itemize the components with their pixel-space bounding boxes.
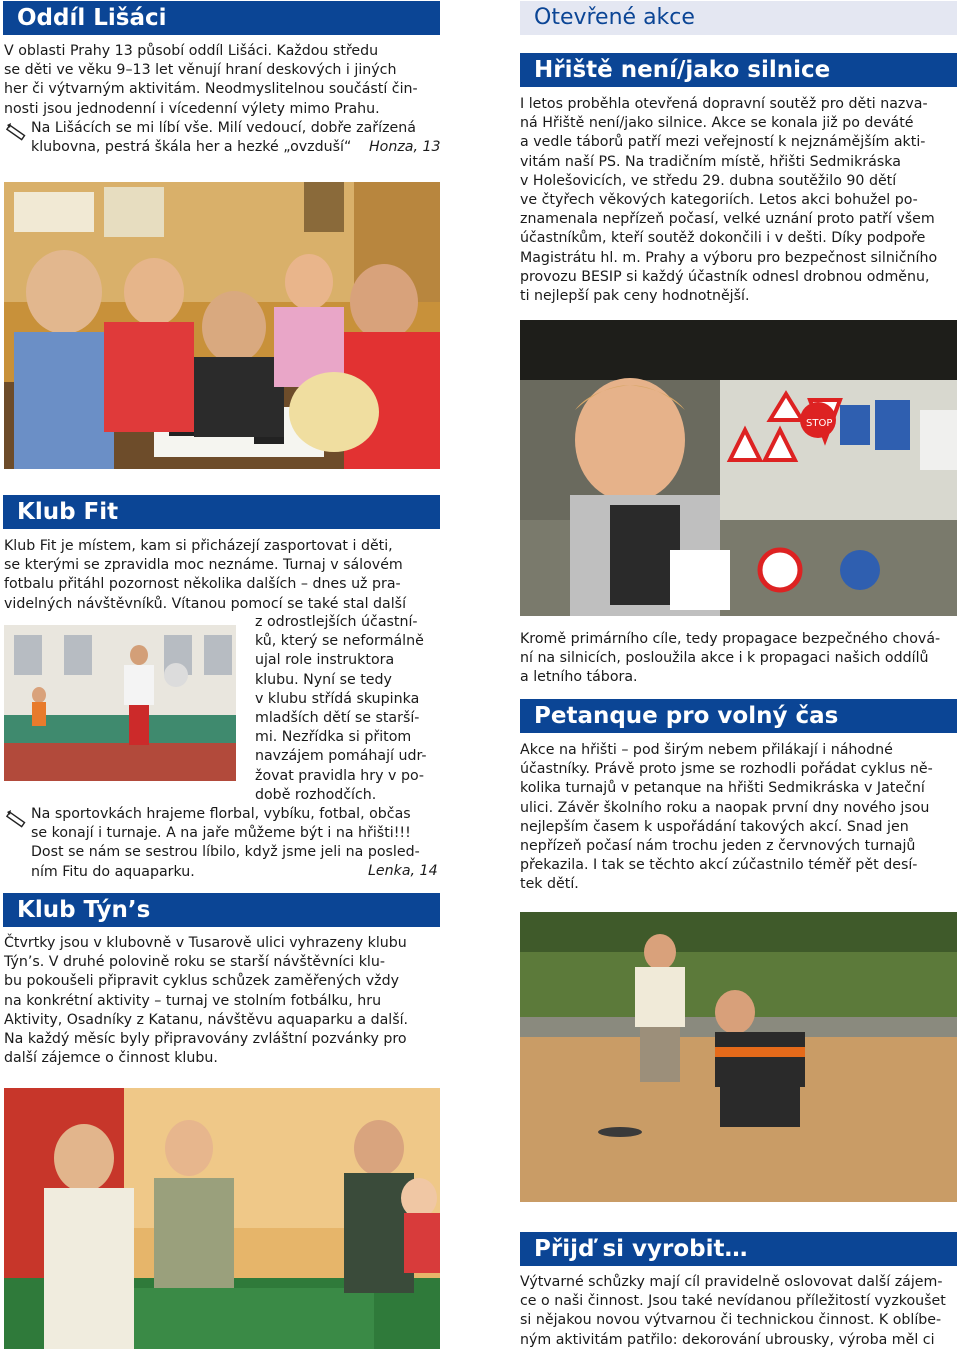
text-line: ků, který se neformálně	[255, 633, 424, 650]
text-line: Výtvarné schůzky mají cíl pravidelně oslovovat další zájem-	[520, 1274, 943, 1290]
text-line: v klubu střídá skupinka	[255, 690, 420, 707]
klubtyns-photo	[4, 1088, 440, 1349]
text-line: na konkrétní aktivity – turnaj ve stolním fotbálku, hru	[4, 992, 382, 1009]
text-line: mi. Nezřídka si přitom	[255, 729, 412, 746]
text-line: a letního tábora.	[520, 669, 638, 686]
pencil-icon	[4, 808, 28, 830]
text-line: ce o naši činnost. Jsou také nevídanou příležitostí vyzkoušet	[520, 1293, 946, 1310]
text-line: si nějakou novou výtvarnou či technickou činnost. K oblíbe-	[520, 1312, 942, 1329]
text-line: ti nejlepší pak ceny hodnotnější.	[520, 288, 750, 305]
text-line: nosti jsou jednodenní i vícedenní výlety mimo Prahu.	[4, 100, 380, 117]
text-line: účastníky. Právě proto jsme se rozhodli pořádat cyklus ně-	[520, 761, 933, 778]
text-line: nepřízeň počasí nám trochu jeden z červnových turnajů	[520, 838, 916, 855]
text-line: době rozhodčích.	[255, 786, 377, 803]
prijd-body	[520, 1273, 946, 1350]
pencil-icon	[4, 121, 28, 143]
otevrene-after-body	[520, 630, 940, 688]
text-line: Týn’s. V druhé polovině roku se starší návštěvníci klu-	[4, 954, 385, 971]
text-line: ná Hřiště není/jako silnice. Akce se konala již po deváté	[520, 115, 914, 132]
lisaci-body	[4, 42, 418, 119]
text-line: nejlepším časem k uspořádání takových akcí. Snad jen	[520, 818, 909, 835]
text-line: navzájem pomáhají udr-	[255, 748, 427, 765]
text-line: Na každý měsíc byly připravovány zvláštní pozvánky pro	[4, 1031, 407, 1048]
text-line: Aktivity, Osadníky z Katanu, návštěvu aquaparku a další.	[4, 1011, 409, 1028]
petanque-heading: Petanque pro volný čas	[520, 699, 957, 733]
text-line: překazila. I tak se těchto akcí zúčastnilo téměř pět desí-	[520, 857, 918, 874]
quote-line: Dost se nám se sestrou líbilo, když jsme jeli na posled-	[31, 844, 420, 861]
text-line: mladších dětí se starší-	[255, 710, 420, 727]
petanque-photo	[520, 912, 957, 1202]
text-line: I letos proběhla otevřená dopravní soutěž pro děti nazva-	[520, 96, 928, 112]
quote-line: se konají i turnaje. A na jaře můžeme být i na hřišti!!!	[31, 825, 411, 842]
quote-line: Na sportovkách hrajeme florbal, vybíku, fotbal, občas	[31, 806, 411, 822]
lisaci-signature: Honza, 13	[369, 139, 441, 155]
quote-line: Na Lišácích se mi líbí vše. Milí vedoucí, dobře zařízená	[31, 120, 416, 136]
text-line: kolika turnajů v petanque na hřišti Sedmikráska v Jateční	[520, 780, 925, 797]
text-line: videlných návštěvníků. Vítanou pomocí se také stal další	[4, 595, 407, 612]
lisaci-photo	[4, 182, 440, 469]
otevrene-body	[520, 95, 937, 306]
klubfit-body	[4, 537, 406, 614]
text-line: Klub Fit je místem, kam si přicházejí zasportovat i děti,	[4, 538, 393, 554]
text-line: se děti ve věku 9–13 let věnují hraní deskových i jiných	[4, 62, 397, 79]
text-line: klubu. Nyní se tedy	[255, 671, 392, 688]
quote-line: klubovna, pestrá škála her a hezké „ovzduší“	[31, 139, 352, 156]
text-line: her či výtvarným aktivitám. Neodmyslitelnou součástí čin-	[4, 81, 418, 98]
klubfit-heading: Klub Fit	[3, 495, 440, 529]
text-line: V oblasti Prahy 13 působí oddíl Lišáci. Každou středu	[4, 43, 379, 59]
petanque-body	[520, 741, 933, 895]
quote-line: ním Fitu do aquaparku.	[31, 863, 195, 880]
text-line: další zájemce o činnost klubu.	[4, 1050, 218, 1067]
text-line: tek dětí.	[520, 876, 579, 893]
klubfit-signature: Lenka, 14	[368, 863, 438, 879]
text-line: se kterými se zpravidla moc neznáme. Turnaj v sálovém	[4, 557, 403, 574]
otevrene-section-heading: Otevřené akce	[520, 1, 957, 35]
klubfit-photo	[4, 625, 236, 781]
text-line: provozu BESIP si každý účastník odnesl drobnou odměnu,	[520, 268, 930, 285]
klubfit-wrap-text	[255, 613, 427, 805]
klubtyns-heading: Klub Týn’s	[3, 893, 440, 927]
text-line: účastníkům, kteří soutěž dokončili i v dešti. Díky podpoře	[520, 230, 926, 247]
text-line: ní na silnicích, posloužila akce i k propagaci našich oddílů	[520, 650, 929, 667]
text-line: Kromě primárního cíle, tedy propagace bezpečného chová-	[520, 631, 941, 647]
klubtyns-body	[4, 934, 408, 1068]
text-line: v Holešovicích, ve středu 29. dubna soutěžilo 90 dětí	[520, 172, 897, 189]
text-line: ným aktivitám patřilo: dekorování ubrousky, výroba měl ci	[520, 1331, 935, 1348]
otevrene-subheading: Hřiště není/jako silnice	[520, 53, 957, 87]
text-line: znamenala nepřízeň počasí, velké uznání proto patří všem	[520, 211, 935, 228]
text-line: ve čtyřech věkových kategoriích. Letos akci bohužel po-	[520, 192, 918, 209]
text-line: Magistrátu hl. m. Prahy a výboru pro bezpečnost silničního	[520, 249, 938, 266]
text-line: ulici. Závěr školního roku a naopak první dny nového jsou	[520, 799, 930, 816]
prijd-heading: Přijď si vyrobit…	[520, 1232, 957, 1266]
lisaci-quote	[31, 119, 416, 157]
text-line: Akce na hřišti – pod širým nebem přilákají i náhodné	[520, 742, 893, 758]
text-line: žovat pravidla hry v po-	[255, 767, 425, 784]
text-line: z odrostlejších účastní-	[255, 614, 418, 630]
text-line: fotbalu přitáhl pozornost několika dalších – dnes už pra-	[4, 576, 401, 593]
text-line: bu pokoušeli připravit cyklus schůzek zaměřených vždy	[4, 973, 400, 990]
text-line: a vedle táborů patří mezi veřejností k nejznámějším akti-	[520, 134, 926, 151]
text-line: Čtvrtky jsou v klubovně v Tusarově ulici vyhrazeny klubu	[4, 935, 407, 951]
lisaci-heading: Oddíl Lišáci	[3, 1, 440, 35]
text-line: ujal role instruktora	[255, 652, 395, 669]
otevrene-photo	[520, 320, 957, 616]
text-line: vitám naší PS. Na tradičním místě, hřišti Sedmikráska	[520, 153, 901, 170]
svg-text:STOP: STOP	[806, 418, 833, 429]
klubfit-quote	[31, 805, 420, 882]
